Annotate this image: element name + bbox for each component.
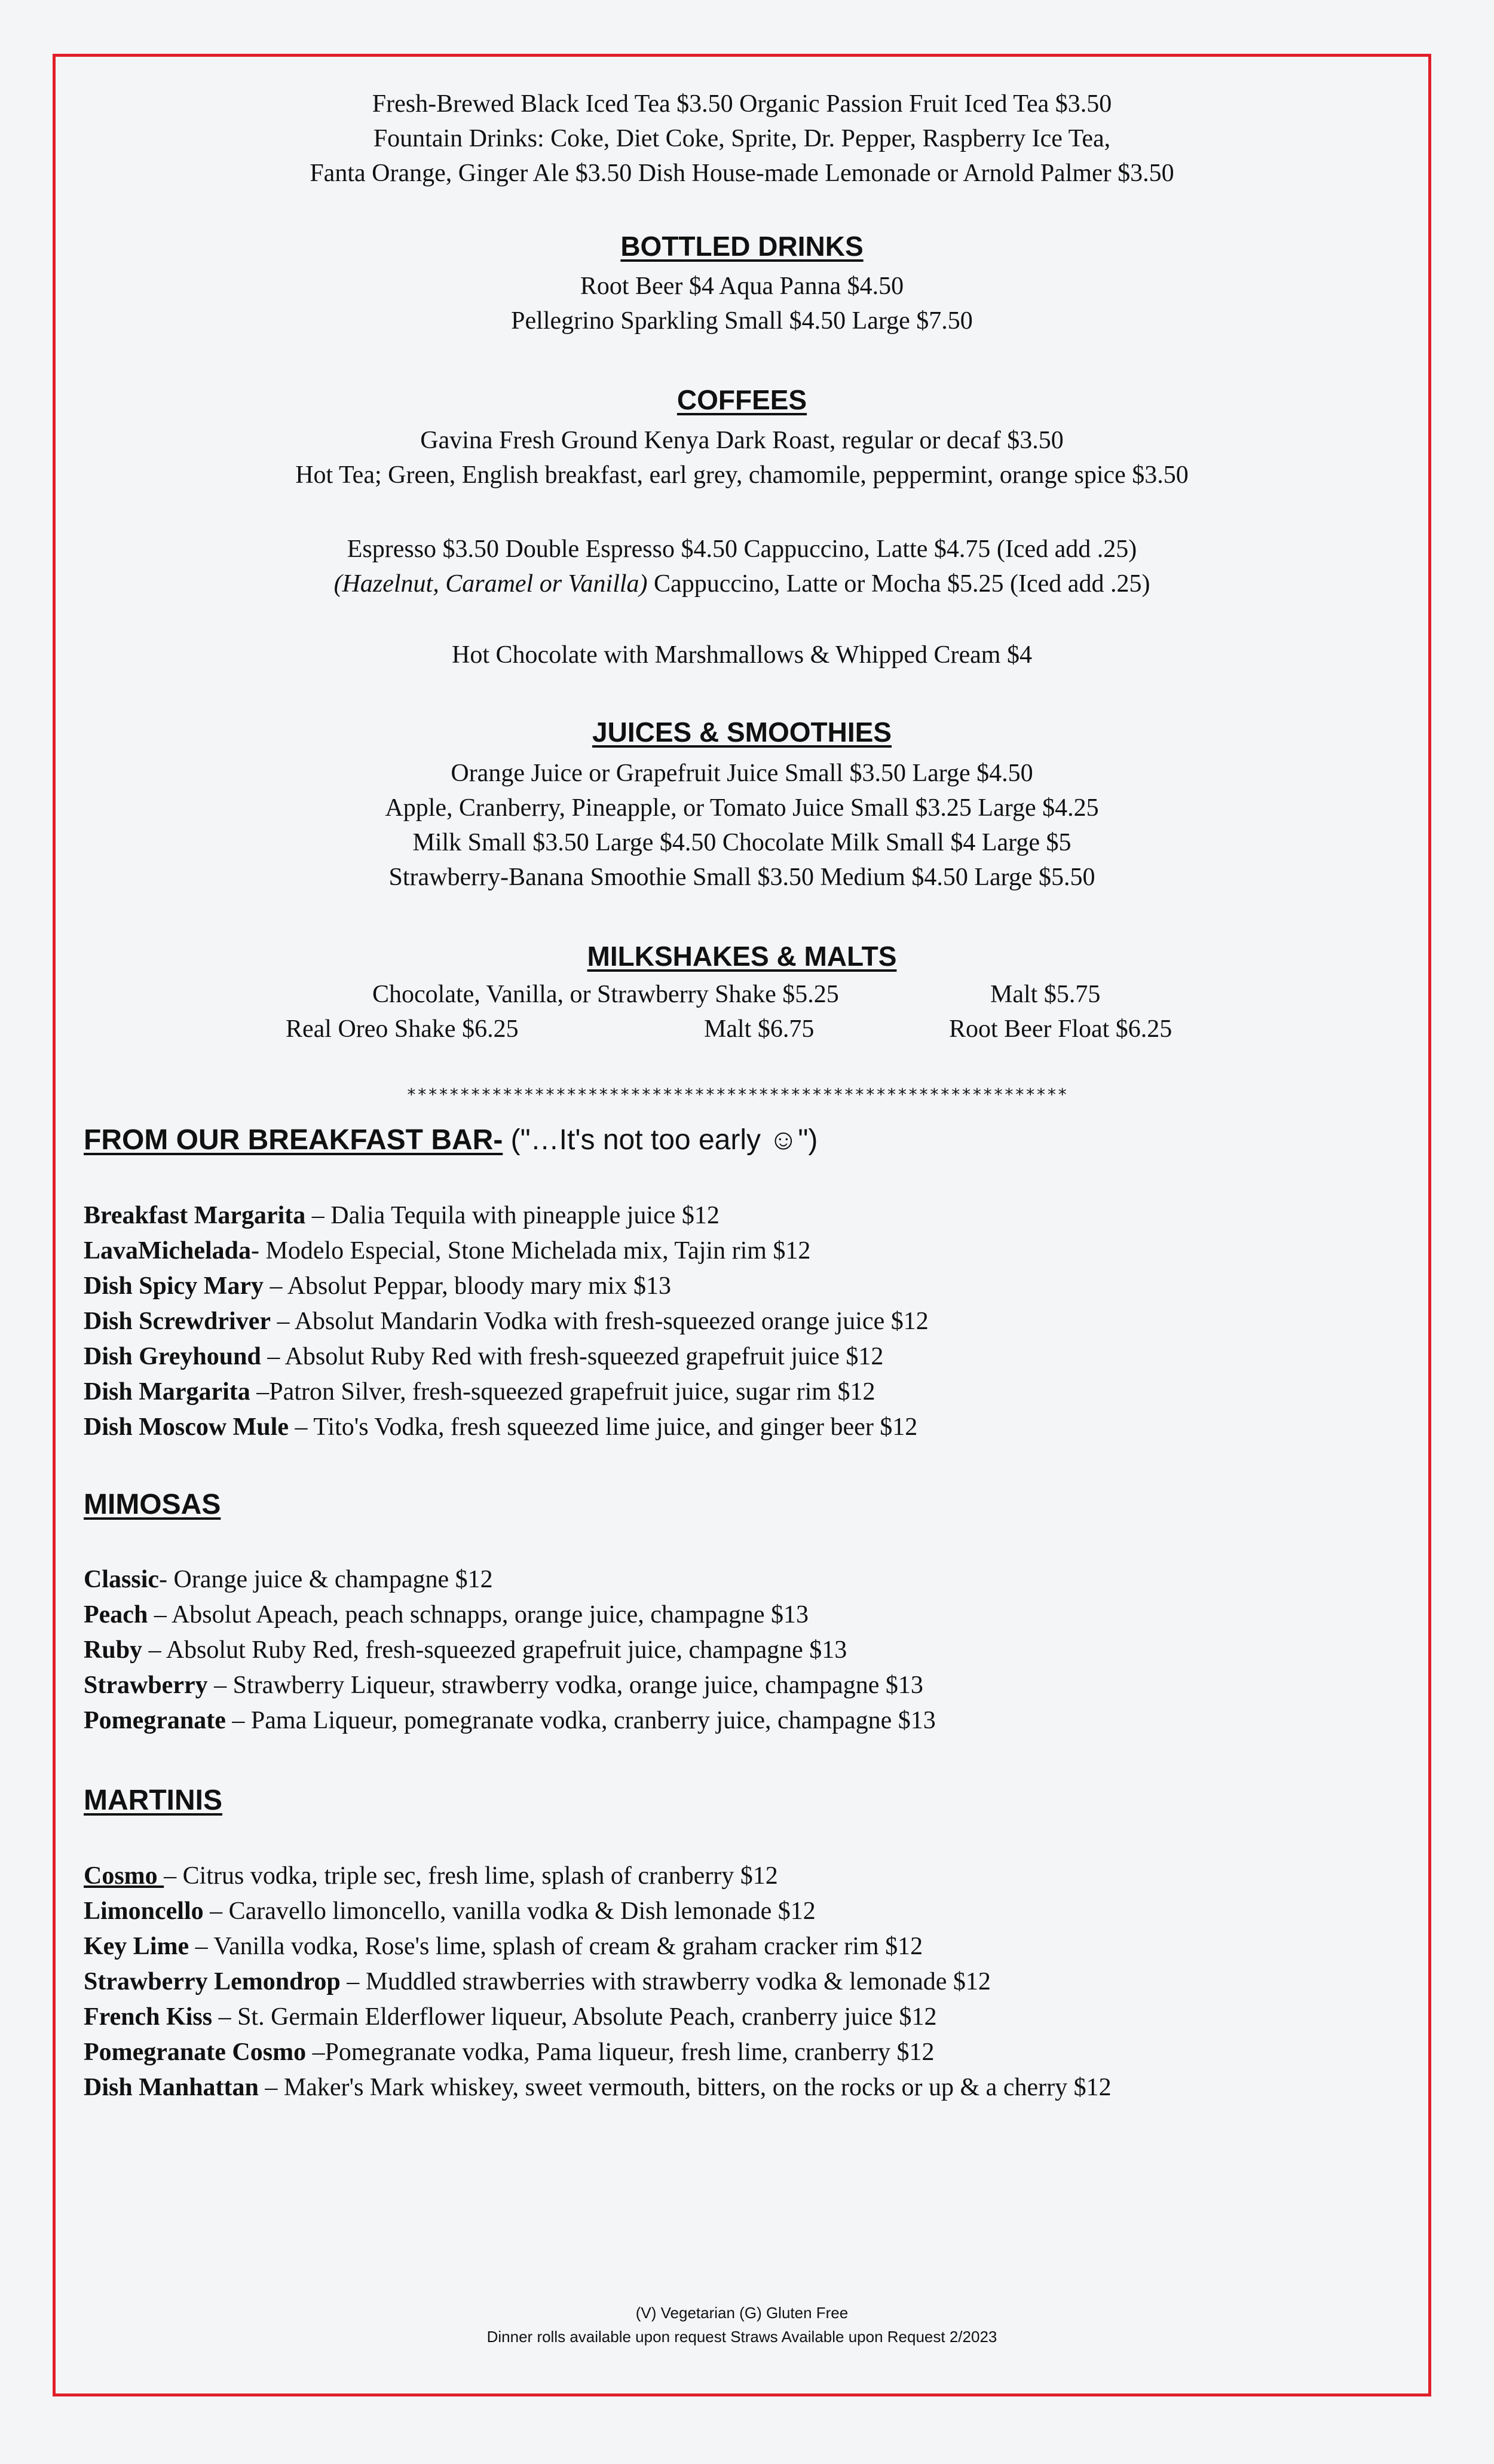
- martinis-heading: MARTINIS: [84, 1785, 222, 1816]
- list-item: [84, 1894, 1112, 1929]
- item-name: Ruby: [84, 1636, 143, 1664]
- item-desc: –Pomegranate vodka, Pama liqueur, fresh lime, cranberry $12: [306, 2038, 935, 2066]
- mimosas-list: [84, 1562, 936, 1738]
- item-desc: – Pama Liqueur, pomegranate vodka, cranberry juice, champagne $13: [225, 1707, 936, 1734]
- item-name: Pomegranate: [84, 1707, 226, 1734]
- item-name: Dish Spicy Mary: [84, 1272, 264, 1300]
- item-name: Cosmo: [84, 1862, 164, 1890]
- item-name: Breakfast Margarita: [84, 1202, 306, 1229]
- item-name: Peach: [84, 1601, 148, 1629]
- item-desc: – Caravello limoncello, vanilla vodka & Dish lemonade $12: [203, 1897, 816, 1925]
- item-name: Limoncello: [84, 1897, 204, 1925]
- item-name: Key Lime: [84, 1933, 189, 1960]
- item-desc: – St. Germain Elderflower liqueur, Absolute Peach, cranberry juice $12: [212, 2003, 937, 2031]
- martinis-list: [84, 1859, 1112, 2105]
- item-desc: – Absolut Peppar, bloody mary mix $13: [264, 1272, 671, 1300]
- juice-line-3: Milk Small $3.50 Large $4.50 Chocolate Milk Small $4 Large $5: [412, 829, 1071, 856]
- list-item: [84, 1375, 929, 1410]
- footer-notes: Dinner rolls available upon request Straws Available upon Request 2/2023: [486, 2328, 997, 2346]
- coffee-line-4: [53, 567, 1431, 601]
- malt-item-2: Malt $6.75: [704, 1015, 815, 1043]
- item-name: Dish Margarita: [84, 1378, 250, 1406]
- iced-tea-line: Fresh-Brewed Black Iced Tea $3.50 Organic Passion Fruit Iced Tea $3.50: [372, 90, 1112, 118]
- fountain-drinks-line: Fountain Drinks: Coke, Diet Coke, Sprite, Dr. Pepper, Raspberry Ice Tea,: [373, 125, 1111, 152]
- item-desc: – Maker's Mark whiskey, sweet vermouth, bitters, on the rocks or up & a cherry $12: [258, 2074, 1112, 2101]
- fanta-lemonade-line: Fanta Orange, Ginger Ale $3.50 Dish House-made Lemonade or Arnold Palmer $3.50: [310, 160, 1174, 187]
- item-desc: – Strawberry Liqueur, strawberry vodka, orange juice, champagne $13: [207, 1672, 923, 1699]
- shake-item: Chocolate, Vanilla, or Strawberry Shake $5.25: [372, 981, 839, 1008]
- list-item: [84, 1929, 1112, 1964]
- coffee-line-3: Espresso $3.50 Double Espresso $4.50 Cappuccino, Latte $4.75 (Iced add .25): [347, 535, 1137, 563]
- list-item: [84, 2000, 1112, 2035]
- item-name: Dish Greyhound: [84, 1343, 261, 1370]
- breakfast-bar-subtitle: ("…It's not too early ☺"): [503, 1124, 818, 1156]
- list-item: [84, 1198, 929, 1233]
- bottled-drinks-heading: BOTTLED DRINKS: [620, 231, 864, 262]
- item-desc: – Dalia Tequila with pineapple juice $12: [305, 1202, 720, 1229]
- star-divider: **************************************************************: [406, 1085, 1069, 1104]
- item-desc: – Vanilla vodka, Rose's lime, splash of cream & graham cracker rim $12: [189, 1933, 923, 1960]
- item-desc: – Citrus vodka, triple sec, fresh lime, splash of cranberry $12: [164, 1862, 778, 1890]
- coffees-heading: COFFEES: [676, 384, 807, 415]
- coffee-line-1: Gavina Fresh Ground Kenya Dark Roast, regular or decaf $3.50: [420, 427, 1064, 454]
- list-item: [84, 1304, 929, 1339]
- bottled-line-2: Pellegrino Sparkling Small $4.50 Large $7.50: [511, 307, 973, 335]
- juice-line-1: Orange Juice or Grapefruit Juice Small $3.50 Large $4.50: [451, 760, 1033, 787]
- hot-chocolate-line: Hot Chocolate with Marshmallows & Whipped Cream $4: [452, 641, 1032, 669]
- bottled-line-1: Root Beer $4 Aqua Panna $4.50: [580, 273, 904, 300]
- oreo-shake-item: Real Oreo Shake $6.25: [286, 1015, 519, 1043]
- item-name: French Kiss: [84, 2003, 213, 2031]
- juices-heading: JUICES & SMOOTHIES: [592, 717, 892, 748]
- item-desc: – Absolut Ruby Red with fresh-squeezed grapefruit juice $12: [261, 1343, 884, 1370]
- list-item: [84, 1597, 936, 1633]
- dietary-legend: (V) Vegetarian (G) Gluten Free: [635, 2304, 849, 2322]
- item-name: Dish Manhattan: [84, 2074, 259, 2101]
- list-item: [84, 1633, 936, 1668]
- mimosas-heading: MIMOSAS: [84, 1489, 221, 1520]
- item-name: Dish Screwdriver: [84, 1308, 271, 1335]
- list-item: [84, 2035, 1112, 2070]
- item-desc: –Patron Silver, fresh-squeezed grapefruit juice, sugar rim $12: [250, 1378, 875, 1406]
- item-desc: - Orange juice & champagne $12: [159, 1566, 493, 1593]
- list-item: [84, 1410, 929, 1445]
- list-item: [84, 1859, 1112, 1894]
- milkshakes-heading: MILKSHAKES & MALTS: [587, 941, 897, 972]
- coffee-line-2: Hot Tea; Green, English breakfast, earl grey, chamomile, peppermint, orange spice $3.50: [295, 461, 1189, 489]
- malt-item: Malt $5.75: [990, 981, 1101, 1008]
- item-desc: – Absolut Apeach, peach schnapps, orange juice, champagne $13: [148, 1601, 809, 1629]
- item-name: LavaMichelada: [84, 1237, 251, 1265]
- item-desc: - Modelo Especial, Stone Michelada mix, Tajin rim $12: [251, 1237, 811, 1265]
- item-name: Classic: [84, 1566, 159, 1593]
- list-item: [84, 1703, 936, 1738]
- item-desc: – Tito's Vodka, fresh squeezed lime juice, and ginger beer $12: [288, 1413, 918, 1441]
- item-name: Pomegranate Cosmo: [84, 2038, 307, 2066]
- list-item: [84, 1339, 929, 1375]
- item-desc: – Absolut Ruby Red, fresh-squeezed grapefruit juice, champagne $13: [142, 1636, 847, 1664]
- coffee-flavors: (Hazelnut, Caramel or Vanilla): [333, 570, 648, 598]
- item-desc: – Absolut Mandarin Vodka with fresh-squeezed orange juice $12: [271, 1308, 929, 1335]
- list-item: [84, 1668, 936, 1703]
- item-desc: – Muddled strawberries with strawberry vodka & lemonade $12: [340, 1968, 991, 1995]
- coffee-line-4-rest: Cappuccino, Latte or Mocha $5.25 (Iced add .25): [647, 570, 1150, 598]
- root-beer-float-item: Root Beer Float $6.25: [949, 1015, 1172, 1043]
- breakfast-list: [84, 1198, 929, 1445]
- juice-line-2: Apple, Cranberry, Pineapple, or Tomato Juice Small $3.25 Large $4.25: [385, 794, 1099, 822]
- item-name: Strawberry Lemondrop: [84, 1968, 341, 1995]
- juice-line-4: Strawberry-Banana Smoothie Small $3.50 Medium $4.50 Large $5.50: [388, 864, 1095, 891]
- breakfast-bar-heading: FROM OUR BREAKFAST BAR-: [84, 1124, 503, 1156]
- list-item: [84, 2070, 1112, 2105]
- list-item: [84, 1964, 1112, 2000]
- list-item: [84, 1269, 929, 1304]
- list-item: [84, 1233, 929, 1269]
- item-name: Dish Moscow Mule: [84, 1413, 289, 1441]
- item-name: Strawberry: [84, 1672, 208, 1699]
- breakfast-bar-title: [84, 1124, 818, 1156]
- list-item: [84, 1562, 936, 1597]
